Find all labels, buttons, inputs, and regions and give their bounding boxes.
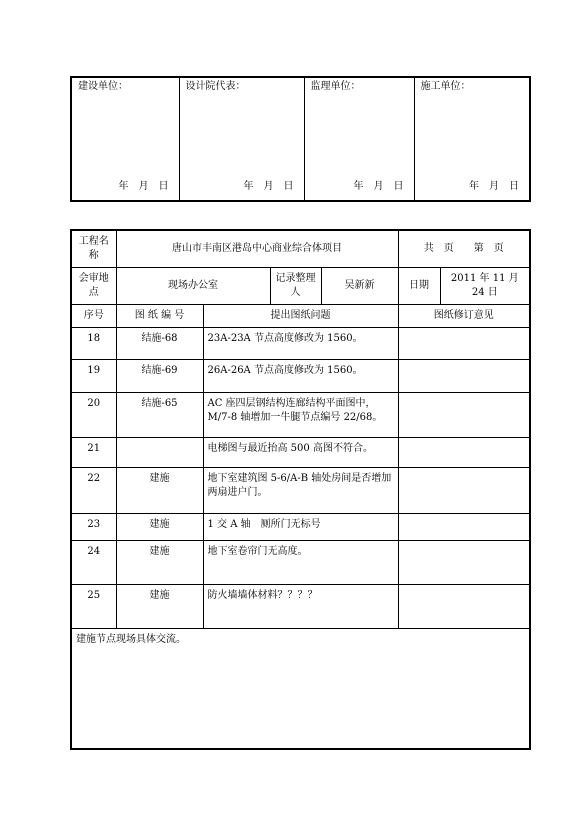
row-number: 24 xyxy=(71,541,116,585)
signature-cell-contractor xyxy=(414,77,530,201)
recorder-label: 记录整理人 xyxy=(270,268,321,305)
signature-table xyxy=(70,76,531,202)
row-number: 25 xyxy=(71,585,116,629)
drawing-number: 结施-65 xyxy=(116,393,203,438)
issue-text: AC 座四层钢结构连廊结构平面图中，M/7-8 轴增加一牛腿节点编号 22/68。 xyxy=(203,393,398,438)
row-number: 18 xyxy=(71,328,116,360)
revision-text xyxy=(398,328,530,360)
signature-cell-design xyxy=(179,77,304,201)
column-header-drawing: 图 纸 编 号 xyxy=(116,305,203,328)
revision-text xyxy=(398,585,530,629)
signature-date: 年 月 日 xyxy=(118,181,169,192)
issue-text: 电梯图与最近抬高 500 高图不符合。 xyxy=(203,438,398,468)
drawing-number xyxy=(116,438,203,468)
drawing-number: 建施 xyxy=(116,514,203,541)
revision-text xyxy=(398,438,530,468)
drawing-number: 结施-68 xyxy=(116,328,203,360)
table-row xyxy=(71,360,530,393)
row-number: 23 xyxy=(71,514,116,541)
venue-value: 现场办公室 xyxy=(116,268,270,305)
signature-label: 施工单位： xyxy=(420,81,471,92)
drawing-number: 建施 xyxy=(116,541,203,585)
table-row xyxy=(71,585,530,629)
project-label: 工程名称 xyxy=(71,230,116,268)
signature-cell-supervision xyxy=(304,77,414,201)
venue-label: 会审地点 xyxy=(71,268,116,305)
date-label: 日期 xyxy=(398,268,440,305)
column-header-issue: 提出图纸问题 xyxy=(203,305,398,328)
page-count: 共 页 第 页 xyxy=(398,230,530,268)
drawing-number: 建施 xyxy=(116,468,203,514)
issue-text: 23A-23A 节点高度修改为 1560。 xyxy=(203,328,398,360)
drawing-number: 建施 xyxy=(116,585,203,629)
revision-text xyxy=(398,393,530,438)
table-row xyxy=(71,541,530,585)
drawing-number: 结施-69 xyxy=(116,360,203,393)
table-row xyxy=(71,393,530,438)
revision-text xyxy=(398,541,530,585)
signature-date: 年 月 日 xyxy=(353,181,404,192)
review-table xyxy=(70,229,531,750)
recorder-value: 吴新新 xyxy=(321,268,398,305)
revision-text xyxy=(398,360,530,393)
review-note: 建施节点现场具体交流。 xyxy=(71,629,530,749)
table-row xyxy=(71,328,530,360)
revision-text xyxy=(398,468,530,514)
signature-label: 监理单位： xyxy=(310,81,361,92)
table-row xyxy=(71,514,530,541)
signature-label: 设计院代表： xyxy=(185,81,246,92)
issue-text: 地下室卷帘门无高度。 xyxy=(203,541,398,585)
signature-date: 年 月 日 xyxy=(243,181,294,192)
signature-cell-construction xyxy=(71,77,179,201)
column-header-revision: 图纸修订意见 xyxy=(398,305,530,328)
column-header-no: 序号 xyxy=(71,305,116,328)
row-number: 21 xyxy=(71,438,116,468)
issue-text: 26A-26A 节点高度修改为 1560。 xyxy=(203,360,398,393)
date-value: 2011 年 11 月 24 日 xyxy=(440,268,530,305)
issue-text: 1 交 A 轴 厕所门无标号 xyxy=(203,514,398,541)
signature-label: 建设单位： xyxy=(78,81,128,92)
row-number: 20 xyxy=(71,393,116,438)
table-row xyxy=(71,468,530,514)
row-number: 19 xyxy=(71,360,116,393)
revision-text xyxy=(398,514,530,541)
project-value: 唐山市丰南区港岛中心商业综合体项目 xyxy=(116,230,398,268)
issue-text: 防火墙墙体材料？？？？ xyxy=(203,585,398,629)
issue-text: 地下室建筑图 5-6/A-B 轴处房间是否增加两扇进户门。 xyxy=(203,468,398,514)
signature-date: 年 月 日 xyxy=(469,181,519,192)
table-row xyxy=(71,438,530,468)
row-number: 22 xyxy=(71,468,116,514)
